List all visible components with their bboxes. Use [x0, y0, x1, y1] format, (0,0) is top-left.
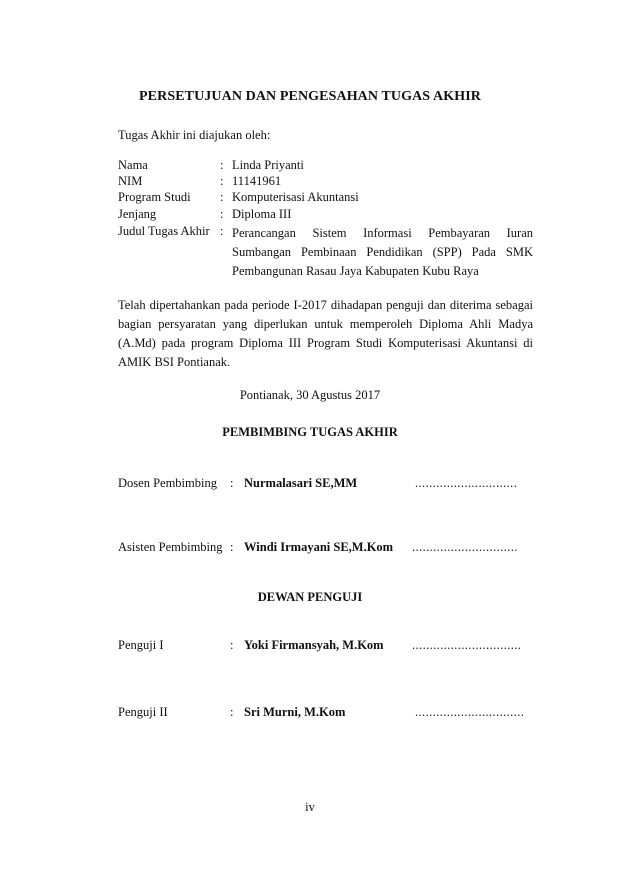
field-value-judul: Perancangan Sistem Informasi Pembayaran Iuran Sumbangan Pembinaan Pendidikan (SPP) Pada SMK Pembangunan Rasau Jaya Kabupaten Kubu Raya — [232, 226, 533, 278]
signer-name: Windi Irmayani SE,M.Kom — [244, 540, 394, 554]
place-date: Pontianak, 30 Agustus 2017 — [239, 388, 381, 402]
signer-role: Penguji I — [118, 638, 164, 652]
field-colon: : — [220, 190, 224, 204]
page-title: PERSETUJUAN DAN PENGESAHAN TUGAS AKHIR — [139, 89, 481, 104]
signer-name: Yoki Firmansyah, M.Kom — [244, 638, 384, 652]
field-label-judul: Judul Tugas Akhir — [118, 224, 210, 238]
pembimbing-heading: PEMBIMBING TUGAS AKHIR — [222, 425, 398, 439]
signature-line: .............................. — [412, 540, 518, 554]
signature-line: ............................... — [415, 705, 525, 719]
signature-line: ............................. — [415, 476, 518, 490]
signer-name: Sri Murni, M.Kom — [244, 705, 346, 719]
signer-colon: : — [230, 705, 234, 719]
field-label-jenjang: Jenjang — [118, 207, 157, 221]
intro-text: Tugas Akhir ini diajukan oleh: — [118, 128, 271, 142]
field-label-nama: Nama — [118, 158, 148, 172]
signer-name: Nurmalasari SE,MM — [244, 476, 358, 490]
field-colon: : — [220, 224, 224, 238]
signature-line: ............................... — [412, 638, 522, 652]
signer-colon: : — [230, 540, 234, 554]
field-label-nim: NIM — [118, 174, 143, 188]
field-value-nim: 11141961 — [232, 174, 282, 188]
field-colon: : — [220, 174, 224, 188]
page-number: iv — [305, 800, 315, 814]
field-value-program-studi: Komputerisasi Akuntansi — [232, 190, 359, 204]
signer-role: Dosen Pembimbing — [118, 476, 217, 490]
penguji-heading: DEWAN PENGUJI — [257, 590, 363, 604]
field-colon: : — [220, 207, 224, 221]
field-value-nama: Linda Priyanti — [232, 158, 304, 172]
signer-role: Penguji II — [118, 705, 168, 719]
field-value-jenjang: Diploma III — [232, 207, 292, 221]
signer-colon: : — [230, 638, 234, 652]
field-colon: : — [220, 158, 224, 172]
field-label-program-studi: Program Studi — [118, 190, 191, 204]
approval-paragraph: Telah dipertahankan pada periode I-2017 dihadapan penguji dan diterima sebagai bagian persyaratan yang diperlukan untuk memperoleh Diploma Ahli Madya (A.Md) pada program Diploma III Program Studi Komputerisasi Akuntansi di AMIK BSI Pontianak. — [118, 298, 533, 369]
signer-role: Asisten Pembimbing — [118, 540, 223, 554]
signer-colon: : — [230, 476, 234, 490]
